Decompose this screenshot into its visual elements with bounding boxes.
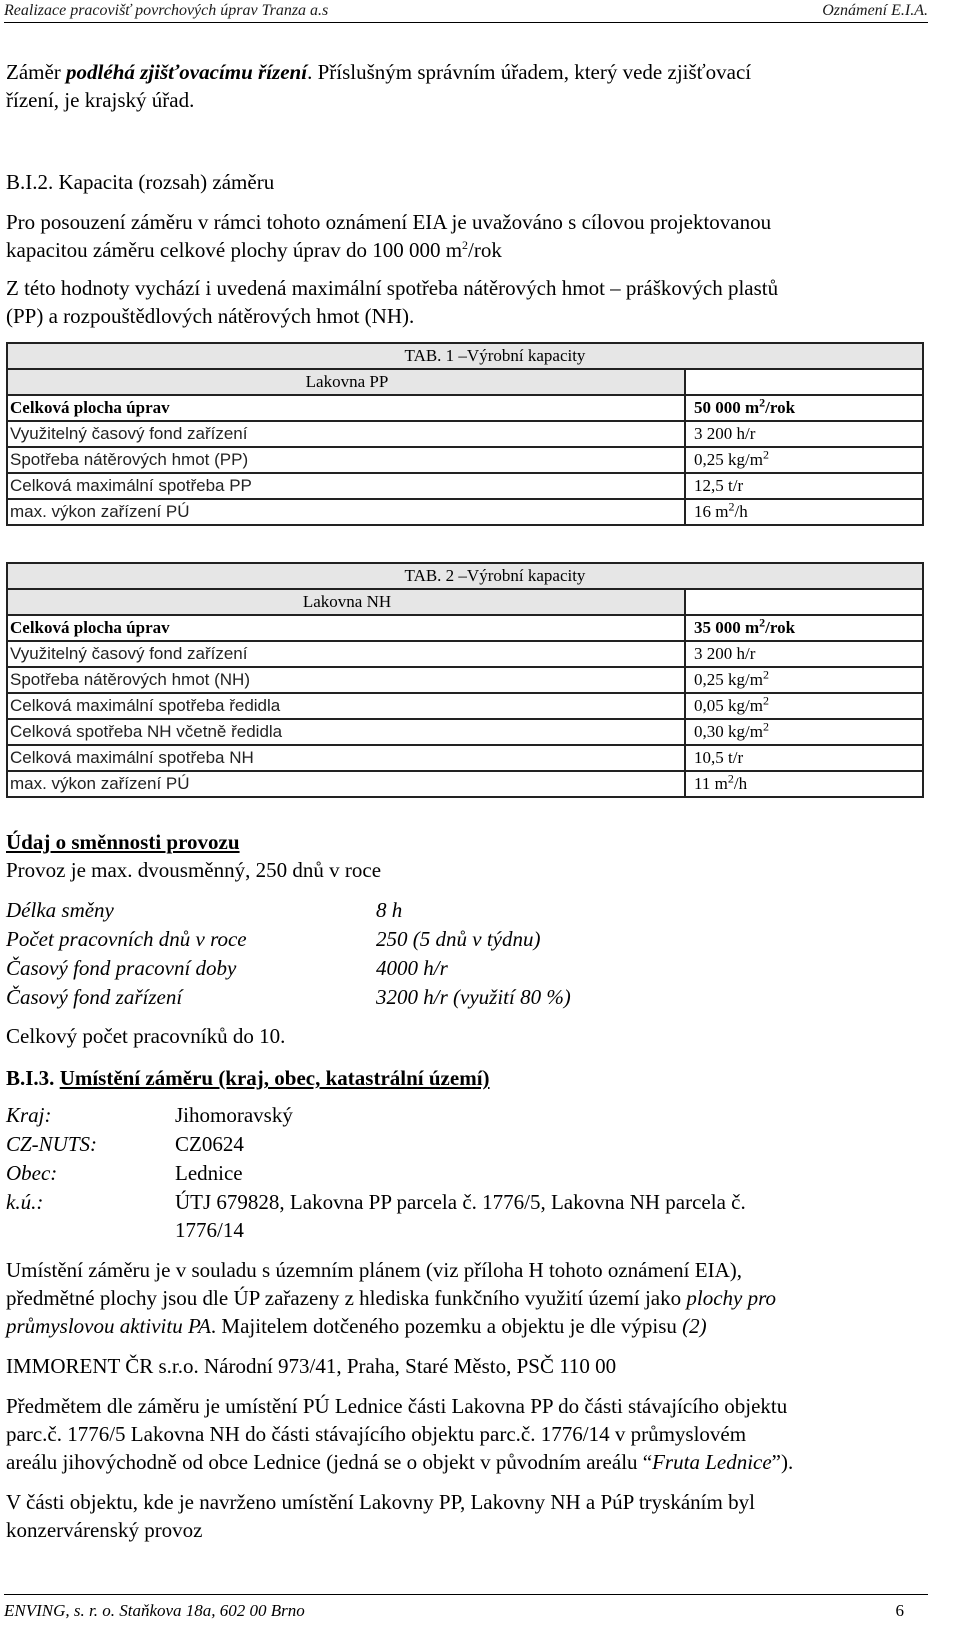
table-row	[7, 615, 923, 641]
value-text: 0,05 kg/m	[694, 696, 763, 715]
location-label: CZ-NUTS:	[6, 1132, 98, 1156]
row-label: Celková maximální spotřeba PP	[7, 473, 685, 499]
history-paragraph	[6, 1488, 926, 1544]
shift-line: Provoz je max. dvousměnný, 250 dnů v roce	[6, 858, 382, 882]
value-superscript: 2	[727, 771, 734, 786]
section-2-paragraph	[6, 208, 926, 264]
subject-paragraph	[6, 1392, 926, 1476]
value-text: 50 000 m	[694, 398, 760, 417]
zoning-line-2: předmětné plochy jsou dle ÚP zařazeny z hlediska funkčního využití území jako	[6, 1286, 687, 1310]
table-row	[7, 421, 923, 447]
row-label: Využitelný časový fond zařízení	[7, 641, 685, 667]
value-superscript: 2	[762, 719, 769, 734]
shift-value: 250 (5 dnů v týdnu)	[376, 927, 541, 951]
shift-value: 3200 h/r (využití 80 %)	[376, 985, 571, 1009]
intro-text-2: . Příslušným správním úřadem, který vede zjišťovací	[307, 60, 752, 84]
zoning-line-1: Umístění záměru je v souladu s územním plánem (viz příloha H tohoto oznámení EIA),	[6, 1258, 742, 1282]
shift-heading-text: Údaj o směnnosti provozu	[6, 830, 240, 854]
row-label: Celková maximální spotřeba ředidla	[7, 693, 685, 719]
zoning-paragraph	[6, 1256, 926, 1340]
value-text: 0,25 kg/m	[694, 670, 763, 689]
row-value	[685, 641, 923, 667]
intro-emphasis: podléhá zjišťovacímu řízení	[66, 60, 308, 84]
value-superscript: 2	[759, 395, 766, 410]
table-row	[7, 473, 923, 499]
location-value: ÚTJ 679828, Lakovna PP parcela č. 1776/5, Lakovna NH parcela č.	[175, 1190, 746, 1214]
row-label: Celková plocha úprav	[7, 395, 685, 421]
subject-end: ”).	[771, 1450, 794, 1474]
subject-italic: Fruta Lednice	[652, 1450, 772, 1474]
row-value	[685, 395, 923, 421]
shift-heading	[6, 828, 926, 856]
value-superscript: 2	[762, 693, 769, 708]
row-label: max. výkon zařízení PÚ	[7, 499, 685, 525]
history-line-1: V části objektu, kde je navrženo umístění Lakovny PP, Lakovny NH a PúP tryskáním byl	[6, 1490, 755, 1514]
value-text: 11 m	[694, 774, 728, 793]
value-text: 35 000 m	[694, 618, 760, 637]
zoning-italic-2: průmyslovou aktivitu PA	[6, 1314, 211, 1338]
capacity-table-1	[6, 342, 924, 526]
workers-line: Celkový počet pracovníků do 10.	[6, 1024, 286, 1048]
location-label: k.ú.:	[6, 1190, 44, 1214]
location-value: Lednice	[175, 1161, 243, 1185]
table-row	[7, 745, 923, 771]
value-text: 3 200 h/r	[694, 644, 756, 663]
shift-value: 4000 h/r	[376, 956, 448, 980]
row-label: Spotřeba nátěrových hmot (PP)	[7, 447, 685, 473]
intro-text-1: Záměr	[6, 60, 61, 84]
section-2-heading: B.I.2. Kapacita (rozsah) záměru	[6, 170, 275, 194]
value-unit: /rok	[765, 398, 796, 417]
value-text: 0,25 kg/m	[694, 450, 763, 469]
row-value	[685, 745, 923, 771]
value-text: 16 m	[694, 502, 729, 521]
value-superscript: 2	[762, 667, 769, 682]
subject-line-1: Předmětem dle záměru je umístění PÚ Lednice části Lakovna PP do části stávajícího objektu	[6, 1394, 788, 1418]
ku-continuation: 1776/14	[175, 1218, 244, 1242]
table-2-caption: TAB. 2 –Výrobní kapacity	[7, 563, 923, 589]
s2-line-4: (PP) a rozpouštědlových nátěrových hmot (NH).	[6, 304, 415, 328]
shift-label: Počet pracovních dnů v roce	[6, 927, 247, 951]
table-2-subheader-blank	[685, 589, 923, 615]
location-value: Jihomoravský	[175, 1103, 293, 1127]
header-doc-type: Oznámení E.I.A.	[822, 2, 928, 19]
shift-label: Časový fond zařízení	[6, 985, 183, 1009]
footer-company: ENVING, s. r. o. Staňkova 18a, 602 00 Brno	[4, 1601, 305, 1620]
table-row	[7, 447, 923, 473]
shift-label: Délka směny	[6, 898, 114, 922]
table-1-subheader-blank	[685, 369, 923, 395]
zoning-italic-1: plochy pro	[686, 1286, 776, 1310]
history-line-2: konzervárenský provoz	[6, 1518, 203, 1542]
header-title: Realizace pracovišť povrchových úprav Tranza a.s	[4, 2, 329, 19]
owner-line: IMMORENT ČR s.r.o. Národní 973/41, Praha, Staré Město, PSČ 110 00	[6, 1354, 617, 1378]
location-label: Obec:	[6, 1161, 58, 1185]
row-value	[685, 693, 923, 719]
value-superscript: 2	[762, 447, 769, 462]
subject-line-2: parc.č. 1776/5 Lakovna NH do části stávajícího objektu parc.č. 1776/14 v průmyslovém	[6, 1422, 747, 1446]
page-number: 6	[895, 1601, 904, 1620]
value-unit: /h	[733, 774, 748, 793]
table-2-subheader: Lakovna NH	[7, 589, 685, 615]
row-label: Celková plocha úprav	[7, 615, 685, 641]
intro-paragraph	[6, 58, 926, 114]
shift-value: 8 h	[376, 898, 403, 922]
s2-line-3: Z této hodnoty vychází i uvedená maximální spotřeba nátěrových hmot – práškových plastů	[6, 276, 779, 300]
value-text: 0,30 kg/m	[694, 722, 763, 741]
page-header	[4, 0, 928, 23]
table-1-subheader: Lakovna PP	[7, 369, 685, 395]
s2-line-2: kapacitou záměru celkové plochy úprav do 100 000 m	[6, 238, 463, 262]
section-3-heading	[6, 1064, 926, 1092]
zoning-ref: (2)	[682, 1314, 707, 1338]
row-value	[685, 421, 923, 447]
row-label: Využitelný časový fond zařízení	[7, 421, 685, 447]
row-label: Celková spotřeba NH včetně ředidla	[7, 719, 685, 745]
value-superscript: 2	[728, 499, 735, 514]
capacity-table-2	[6, 562, 924, 798]
table-row	[7, 693, 923, 719]
value-unit: /rok	[765, 618, 796, 637]
table-1-caption: TAB. 1 –Výrobní kapacity	[7, 343, 923, 369]
table-row	[7, 499, 923, 525]
intro-text-3: řízení, je krajský úřad.	[6, 88, 195, 112]
value-text: 12,5 t/r	[694, 476, 744, 495]
s3-heading-title: Umístění záměru (kraj, obec, katastrální území)	[59, 1066, 490, 1090]
value-text: 10,5 t/r	[694, 748, 744, 767]
value-superscript: 2	[759, 615, 766, 630]
zoning-line-3: . Majitelem dotčeného pozemku a objektu je dle výpisu	[210, 1314, 683, 1338]
row-value	[685, 473, 923, 499]
s2-unit: /rok	[468, 238, 502, 262]
row-value	[685, 771, 923, 797]
s3-heading-number: B.I.3.	[6, 1066, 60, 1090]
location-label: Kraj:	[6, 1103, 52, 1127]
table-row	[7, 771, 923, 797]
row-value	[685, 499, 923, 525]
s2-line-1: Pro posouzení záměru v rámci tohoto oznámení EIA je uvažováno s cílovou projektovanou	[6, 210, 772, 234]
row-label: Spotřeba nátěrových hmot (NH)	[7, 667, 685, 693]
subject-line-3: areálu jihovýchodně od obce Lednice (jedná se o objekt v původním areálu “	[6, 1450, 653, 1474]
location-value: CZ0624	[175, 1132, 244, 1156]
section-2-paragraph-2	[6, 274, 926, 330]
table-row	[7, 641, 923, 667]
value-text: 3 200 h/r	[694, 424, 756, 443]
row-value	[685, 615, 923, 641]
table-row	[7, 719, 923, 745]
row-value	[685, 719, 923, 745]
shift-label: Časový fond pracovní doby	[6, 956, 237, 980]
table-row	[7, 667, 923, 693]
row-label: Celková maximální spotřeba NH	[7, 745, 685, 771]
row-value	[685, 447, 923, 473]
table-row	[7, 395, 923, 421]
page-footer	[4, 1594, 928, 1625]
value-unit: /h	[734, 502, 748, 521]
row-value	[685, 667, 923, 693]
s2-sup: 2	[462, 238, 469, 252]
row-label: max. výkon zařízení PÚ	[7, 771, 685, 797]
